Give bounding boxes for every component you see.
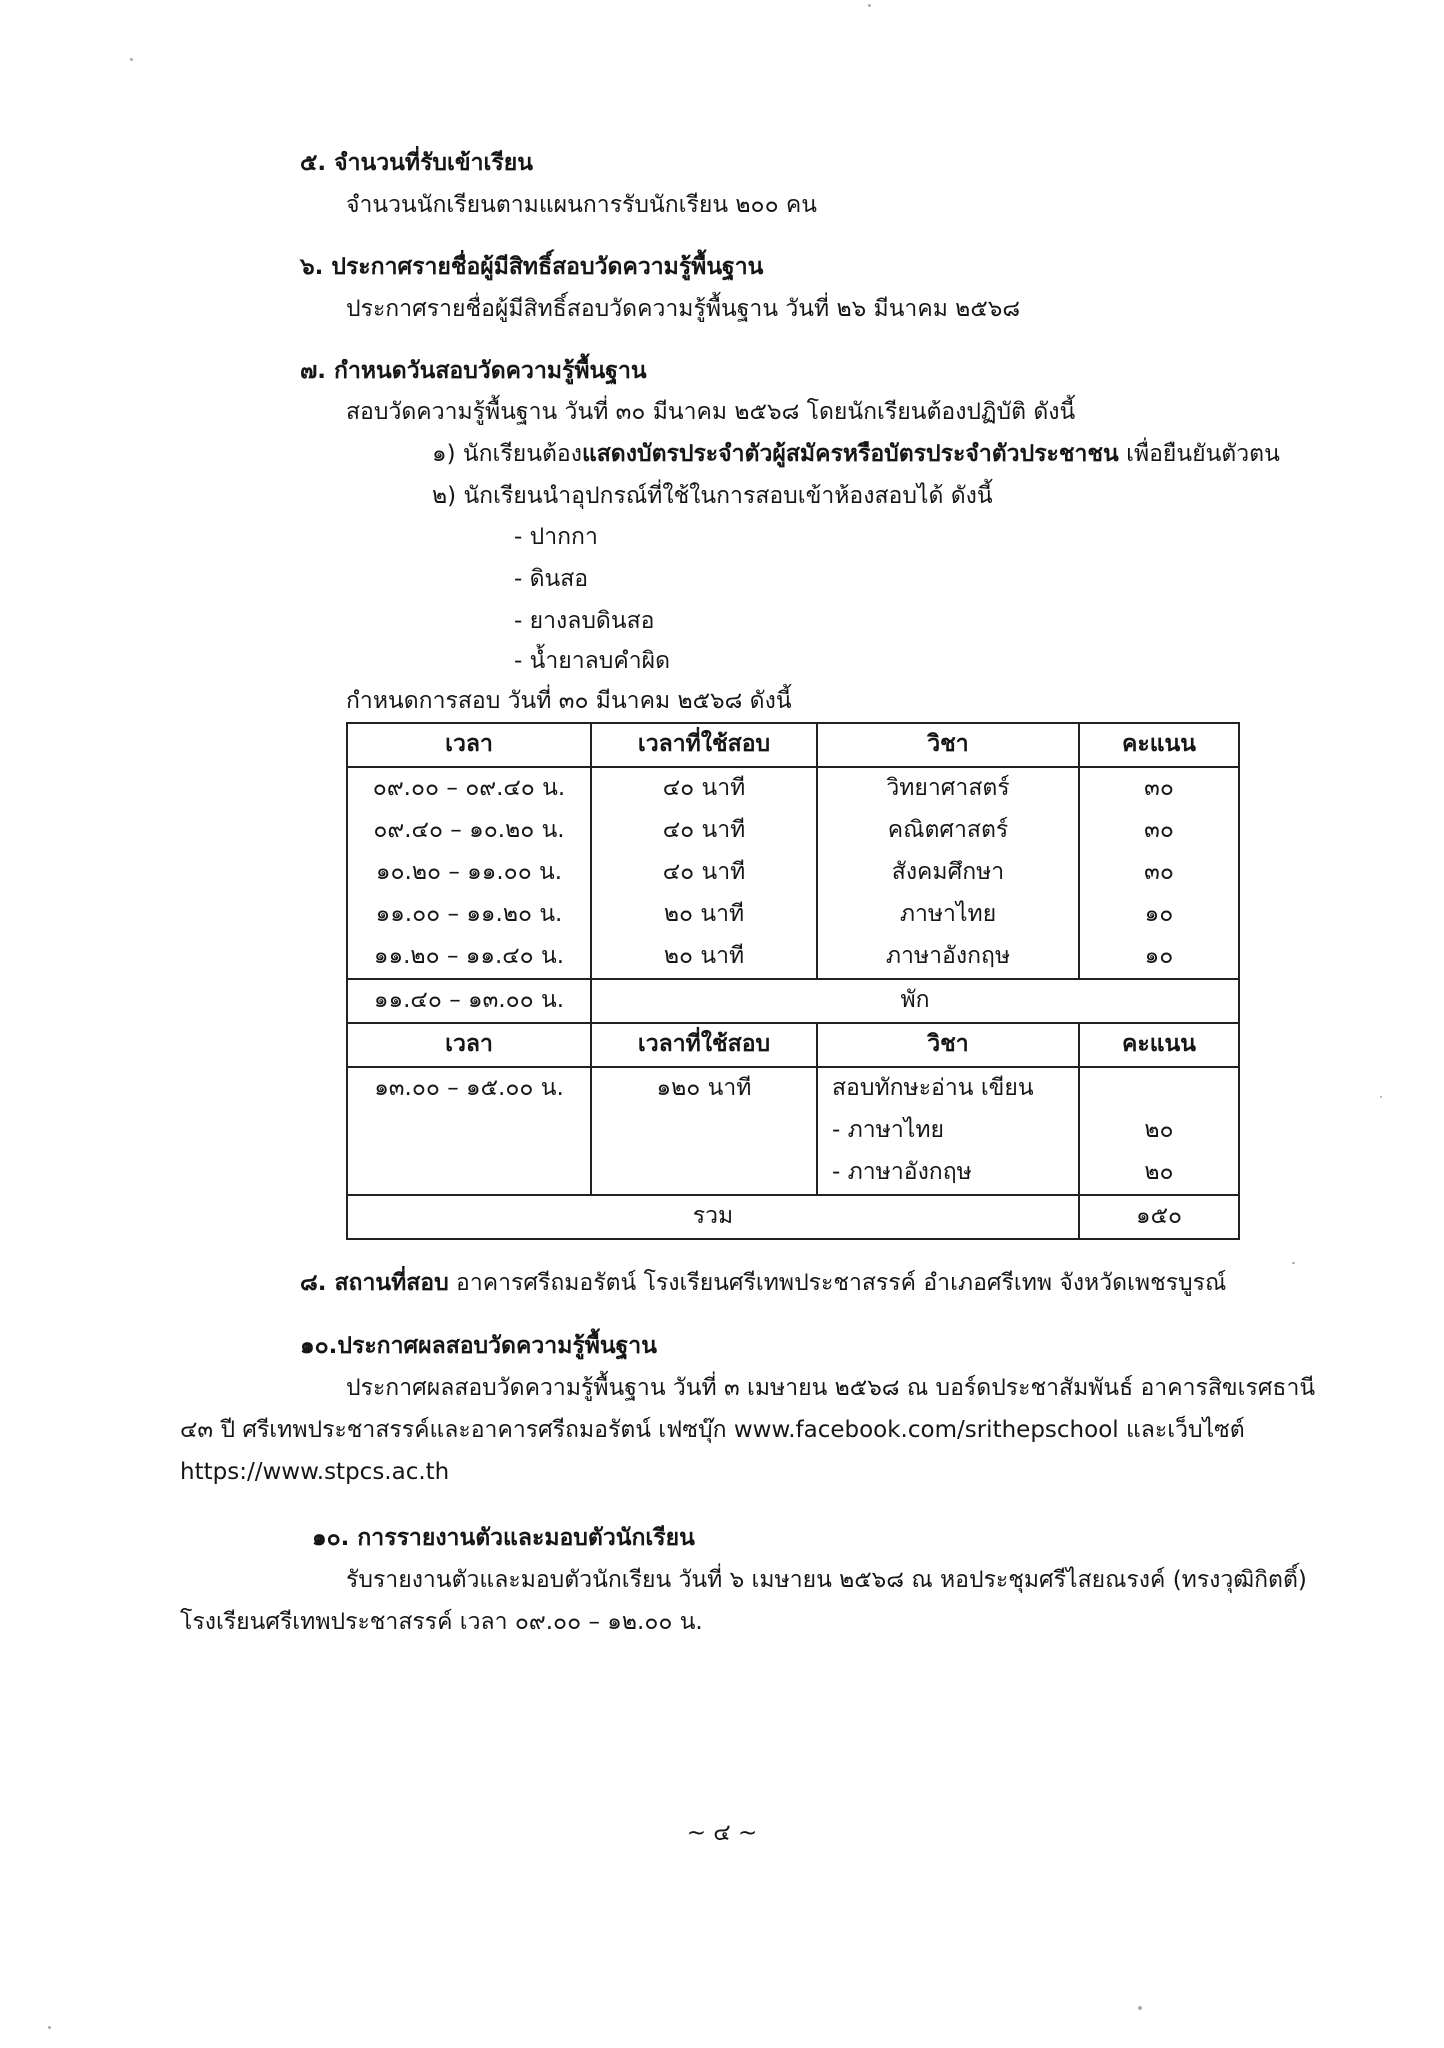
reporting-line-1 [346, 1567, 1307, 1595]
cell-duration [591, 1110, 817, 1152]
break-row [347, 979, 1239, 1023]
requirement-1-bold: แสดงบัตรประจำตัวผู้สมัครหรือบัตรประจำตัวประชาชน [581, 441, 1119, 467]
total-row [347, 1195, 1239, 1239]
cell-duration: ๔๐ นาที [591, 767, 817, 810]
section-6 [300, 254, 763, 282]
header-subject: วิชา [817, 723, 1079, 767]
section-8-text: อาคารศรีถมอรัตน์ โรงเรียนศรีเทพประชาสรรค์ อำเภอศรีเทพ จังหวัดเพชรบูรณ์ [448, 1270, 1227, 1296]
section-6-heading: ๖. ประกาศรายชื่อผู้มีสิทธิ์สอบวัดความรู้พื้นฐาน [300, 254, 764, 280]
results-line-3 [180, 1459, 449, 1487]
cell-duration: ๒๐ นาที [591, 894, 817, 936]
cell-time: ๑๑.๒๐ – ๑๑.๔๐ น. [347, 936, 591, 979]
section-5-heading: ๕. จำนวนที่รับเข้าเรียน [300, 150, 533, 176]
header-duration: เวลาที่ใช้สอบ [591, 723, 817, 767]
table-row [347, 767, 1239, 810]
header-score: คะแนน [1079, 1023, 1239, 1067]
reporting-line-2 [180, 1609, 703, 1637]
page-number: ~ ๔ ~ [686, 1820, 758, 1846]
cell-score: ๑๐ [1079, 894, 1239, 936]
scan-speck [1292, 1262, 1295, 1264]
cell-score: ๓๐ [1079, 810, 1239, 852]
cell-time [347, 1152, 591, 1195]
section-8-heading: ๘. สถานที่สอบ [300, 1270, 449, 1296]
cell-subject: - ภาษาอังกฤษ [817, 1152, 1079, 1195]
header-duration: เวลาที่ใช้สอบ [591, 1023, 817, 1067]
section-7-heading: ๗. กำหนดวันสอบวัดความรู้พื้นฐาน [300, 358, 647, 384]
break-time: ๑๑.๔๐ – ๑๓.๐๐ น. [347, 979, 591, 1023]
scan-speck [868, 4, 871, 7]
cell-duration: ๒๐ นาที [591, 936, 817, 979]
table-row [347, 1110, 1239, 1152]
cell-time: ๑๑.๐๐ – ๑๑.๒๐ น. [347, 894, 591, 936]
supply-item: - ปากกา [514, 524, 598, 550]
reporting-line-1-text: รับรายงานตัวและมอบตัวนักเรียน วันที่ ๖ เมษายน ๒๕๖๘ ณ หอประชุมศรีไสยณรงค์ (ทรงวุฒิกิตติ์) [346, 1567, 1307, 1593]
table-row [347, 810, 1239, 852]
scan-speck [1380, 1096, 1382, 1098]
cell-subject: สอบทักษะอ่าน เขียน [817, 1067, 1079, 1110]
requirement-1-prefix: ๑) นักเรียนต้อง [432, 441, 582, 467]
cell-duration: ๔๐ นาที [591, 810, 817, 852]
cell-duration: ๔๐ นาที [591, 852, 817, 894]
results-line-1 [346, 1375, 1315, 1403]
requirement-item-1 [432, 441, 1280, 469]
section-5 [300, 150, 533, 178]
cell-subject: ภาษาไทย [817, 894, 1079, 936]
section-7-intro [346, 399, 1075, 427]
cell-subject: ภาษาอังกฤษ [817, 936, 1079, 979]
section-6-body [346, 296, 1020, 324]
table-header-row [347, 723, 1239, 767]
cell-subject: คณิตศาสตร์ [817, 810, 1079, 852]
requirement-2-text: ๒) นักเรียนนำอุปกรณ์ที่ใช้ในการสอบเข้าห้องสอบได้ ดังนี้ [432, 483, 993, 509]
section-5-text: จำนวนนักเรียนตามแผนการรับนักเรียน ๒๐๐ คน [346, 192, 818, 218]
table-row [347, 1152, 1239, 1195]
header-score: คะแนน [1079, 723, 1239, 767]
cell-time: ๐๙.๐๐ – ๐๙.๔๐ น. [347, 767, 591, 810]
table-row [347, 936, 1239, 979]
break-label: พัก [591, 979, 1239, 1023]
cell-time: ๑๐.๒๐ – ๑๑.๐๐ น. [347, 852, 591, 894]
scan-speck [48, 2026, 51, 2029]
supply-item: - น้ำยาลบคำผิด [514, 648, 671, 674]
supply-item: - ยางลบดินสอ [514, 608, 655, 634]
cell-time [347, 1110, 591, 1152]
cell-score: ๒๐ [1079, 1152, 1239, 1195]
schedule-intro [346, 688, 792, 716]
cell-subject: สังคมศึกษา [817, 852, 1079, 894]
cell-score: ๓๐ [1079, 767, 1239, 810]
cell-subject: วิทยาศาสตร์ [817, 767, 1079, 810]
cell-score [1079, 1067, 1239, 1110]
results-website-link[interactable]: https://www.stpcs.ac.th [180, 1459, 450, 1485]
header-time: เวลา [347, 723, 591, 767]
cell-time: ๐๙.๔๐ – ๑๐.๒๐ น. [347, 810, 591, 852]
cell-time: ๑๓.๐๐ – ๑๕.๐๐ น. [347, 1067, 591, 1110]
supply-item: - ดินสอ [514, 566, 589, 592]
table-row [347, 1067, 1239, 1110]
table-row [347, 852, 1239, 894]
section-8 [300, 1270, 1226, 1298]
table-row [347, 894, 1239, 936]
results-line-2-text: ๔๓ ปี ศรีเทพประชาสรรค์และอาคารศรีถมอรัตน์ เฟซบุ๊ก www.facebook.com/srithepschool และเว็บไซต์ [180, 1417, 1245, 1443]
section-10-reporting-heading: ๑๐. การรายงานตัวและมอบตัวนักเรียน [312, 1525, 695, 1551]
cell-score: ๑๐ [1079, 936, 1239, 979]
section-10-reporting [312, 1525, 695, 1553]
header-time: เวลา [347, 1023, 591, 1067]
exam-schedule-table [346, 722, 1240, 1240]
cell-duration [591, 1152, 817, 1195]
table-header-row-2 [347, 1023, 1239, 1067]
cell-subject: - ภาษาไทย [817, 1110, 1079, 1152]
section-5-body [346, 192, 817, 220]
cell-score: ๒๐ [1079, 1110, 1239, 1152]
cell-duration: ๑๒๐ นาที [591, 1067, 817, 1110]
section-7-intro-text: สอบวัดความรู้พื้นฐาน วันที่ ๓๐ มีนาคม ๒๕๖๘ โดยนักเรียนต้องปฏิบัติ ดังนี้ [346, 399, 1076, 425]
reporting-line-2-text: โรงเรียนศรีเทพประชาสรรค์ เวลา ๐๙.๐๐ – ๑๒.๐๐ น. [180, 1609, 703, 1635]
section-7 [300, 358, 647, 386]
total-score: ๑๕๐ [1079, 1195, 1239, 1239]
schedule-intro-text: กำหนดการสอบ วันที่ ๓๐ มีนาคม ๒๕๖๘ ดังนี้ [346, 688, 792, 714]
total-label: รวม [347, 1195, 1079, 1239]
scan-speck [130, 58, 133, 61]
section-6-text: ประกาศรายชื่อผู้มีสิทธิ์สอบวัดความรู้พื้นฐาน วันที่ ๒๖ มีนาคม ๒๕๖๘ [346, 296, 1021, 322]
section-10-results [300, 1333, 657, 1361]
results-line-2 [180, 1417, 1245, 1445]
requirement-1-suffix: เพื่อยืนยันตัวตน [1118, 441, 1280, 467]
requirement-item-2 [432, 483, 993, 511]
section-10-results-heading: ๑๐.ประกาศผลสอบวัดความรู้พื้นฐาน [300, 1333, 657, 1359]
cell-score: ๓๐ [1079, 852, 1239, 894]
results-line-1-text: ประกาศผลสอบวัดความรู้พื้นฐาน วันที่ ๓ เมษายน ๒๕๖๘ ณ บอร์ดประชาสัมพันธ์ อาคารสิขเรศธานี [346, 1375, 1316, 1401]
scan-speck [1138, 2006, 1142, 2010]
header-subject: วิชา [817, 1023, 1079, 1067]
